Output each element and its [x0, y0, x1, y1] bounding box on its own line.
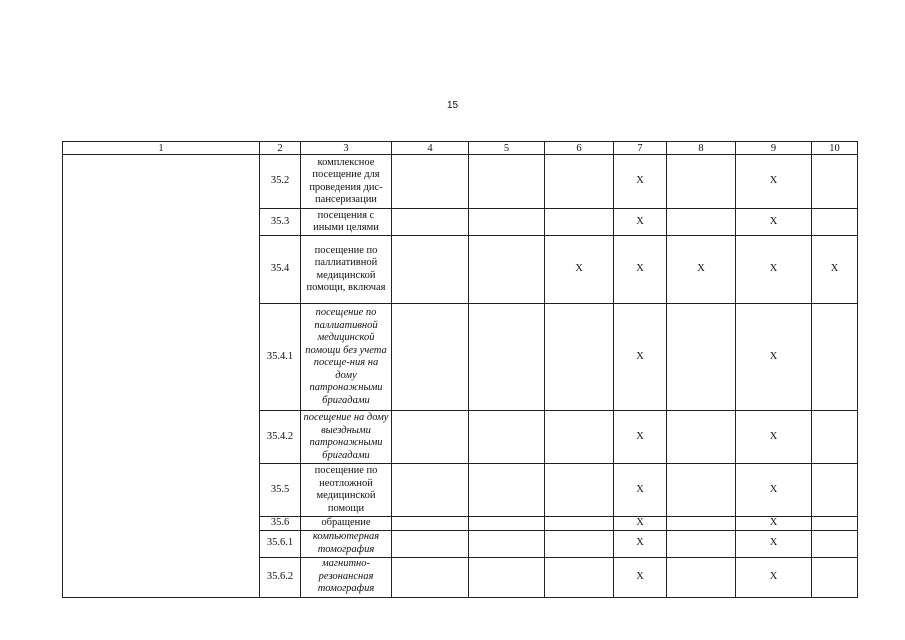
row-number: 35.6.2: [260, 557, 301, 597]
column-number: 6: [545, 142, 614, 155]
row-description: посещение по паллиативной медицинской помощи, включая: [301, 236, 392, 304]
mark-cell: [667, 557, 736, 597]
mark-cell: X: [667, 236, 736, 304]
table-row: [63, 155, 858, 209]
mark-cell: [545, 557, 614, 597]
row-number: 35.5: [260, 464, 301, 517]
mark-cell: X: [614, 209, 667, 236]
mark-cell: [392, 209, 469, 236]
row-description: комплексное посещение для проведения дис-пансеризации: [301, 155, 392, 209]
mark-cell: X: [614, 517, 667, 531]
row-description: посещения с иными целями: [301, 209, 392, 236]
mark-cell: [545, 464, 614, 517]
column-number: 10: [812, 142, 858, 155]
row-number: 35.4.2: [260, 411, 301, 464]
mark-cell: X: [736, 304, 812, 411]
mark-cell: [469, 304, 545, 411]
mark-cell: [545, 304, 614, 411]
mark-cell: X: [614, 464, 667, 517]
column-number: 8: [667, 142, 736, 155]
mark-cell: [392, 304, 469, 411]
data-table: [62, 141, 858, 598]
row-number: 35.6.1: [260, 530, 301, 557]
column-number: 3: [301, 142, 392, 155]
column-number-row: [63, 142, 858, 155]
column-number: 2: [260, 142, 301, 155]
mark-cell: X: [812, 236, 858, 304]
mark-cell: X: [545, 236, 614, 304]
mark-cell: [392, 530, 469, 557]
mark-cell: [545, 530, 614, 557]
mark-cell: [392, 411, 469, 464]
mark-cell: [812, 209, 858, 236]
mark-cell: [392, 464, 469, 517]
mark-cell: X: [614, 304, 667, 411]
mark-cell: [812, 304, 858, 411]
row-description: посещение по неотложной медицинской помощи: [301, 464, 392, 517]
mark-cell: [392, 517, 469, 531]
mark-cell: [667, 411, 736, 464]
column-number: 1: [63, 142, 260, 155]
mark-cell: X: [614, 411, 667, 464]
mark-cell: [667, 209, 736, 236]
mark-cell: [812, 155, 858, 209]
column-1-cell: [63, 155, 260, 598]
row-number: 35.2: [260, 155, 301, 209]
row-description: обращение: [301, 517, 392, 531]
mark-cell: [469, 155, 545, 209]
mark-cell: [545, 155, 614, 209]
row-number: 35.4.1: [260, 304, 301, 411]
mark-cell: [469, 236, 545, 304]
mark-cell: [469, 464, 545, 517]
mark-cell: [812, 530, 858, 557]
mark-cell: [667, 464, 736, 517]
column-number: 5: [469, 142, 545, 155]
mark-cell: X: [614, 236, 667, 304]
mark-cell: X: [736, 464, 812, 517]
mark-cell: [545, 411, 614, 464]
mark-cell: [469, 530, 545, 557]
mark-cell: [392, 236, 469, 304]
mark-cell: X: [614, 155, 667, 209]
mark-cell: [667, 304, 736, 411]
mark-cell: [667, 530, 736, 557]
mark-cell: [812, 411, 858, 464]
mark-cell: [469, 209, 545, 236]
row-description: посещение на дому выездными патронажными бригадами: [301, 411, 392, 464]
mark-cell: X: [614, 530, 667, 557]
row-description: магнитно-резонансная томография: [301, 557, 392, 597]
row-number: 35.3: [260, 209, 301, 236]
mark-cell: X: [736, 517, 812, 531]
mark-cell: [545, 517, 614, 531]
mark-cell: X: [736, 155, 812, 209]
mark-cell: [392, 557, 469, 597]
mark-cell: X: [736, 209, 812, 236]
mark-cell: [469, 517, 545, 531]
mark-cell: X: [736, 530, 812, 557]
mark-cell: [812, 517, 858, 531]
column-number: 9: [736, 142, 812, 155]
mark-cell: X: [614, 557, 667, 597]
row-number: 35.4: [260, 236, 301, 304]
mark-cell: [469, 411, 545, 464]
row-number: 35.6: [260, 517, 301, 531]
column-number: 7: [614, 142, 667, 155]
mark-cell: X: [736, 236, 812, 304]
mark-cell: [392, 155, 469, 209]
mark-cell: [545, 209, 614, 236]
page-number: 15: [446, 100, 459, 111]
mark-cell: [667, 517, 736, 531]
row-description: компьютерная томография: [301, 530, 392, 557]
column-number: 4: [392, 142, 469, 155]
mark-cell: [812, 557, 858, 597]
mark-cell: [469, 557, 545, 597]
mark-cell: [667, 155, 736, 209]
mark-cell: X: [736, 557, 812, 597]
mark-cell: [812, 464, 858, 517]
mark-cell: X: [736, 411, 812, 464]
row-description: посещение по паллиативной медицинской помощи без учета посеще-ния на дому патронажными бригадами: [301, 304, 392, 411]
